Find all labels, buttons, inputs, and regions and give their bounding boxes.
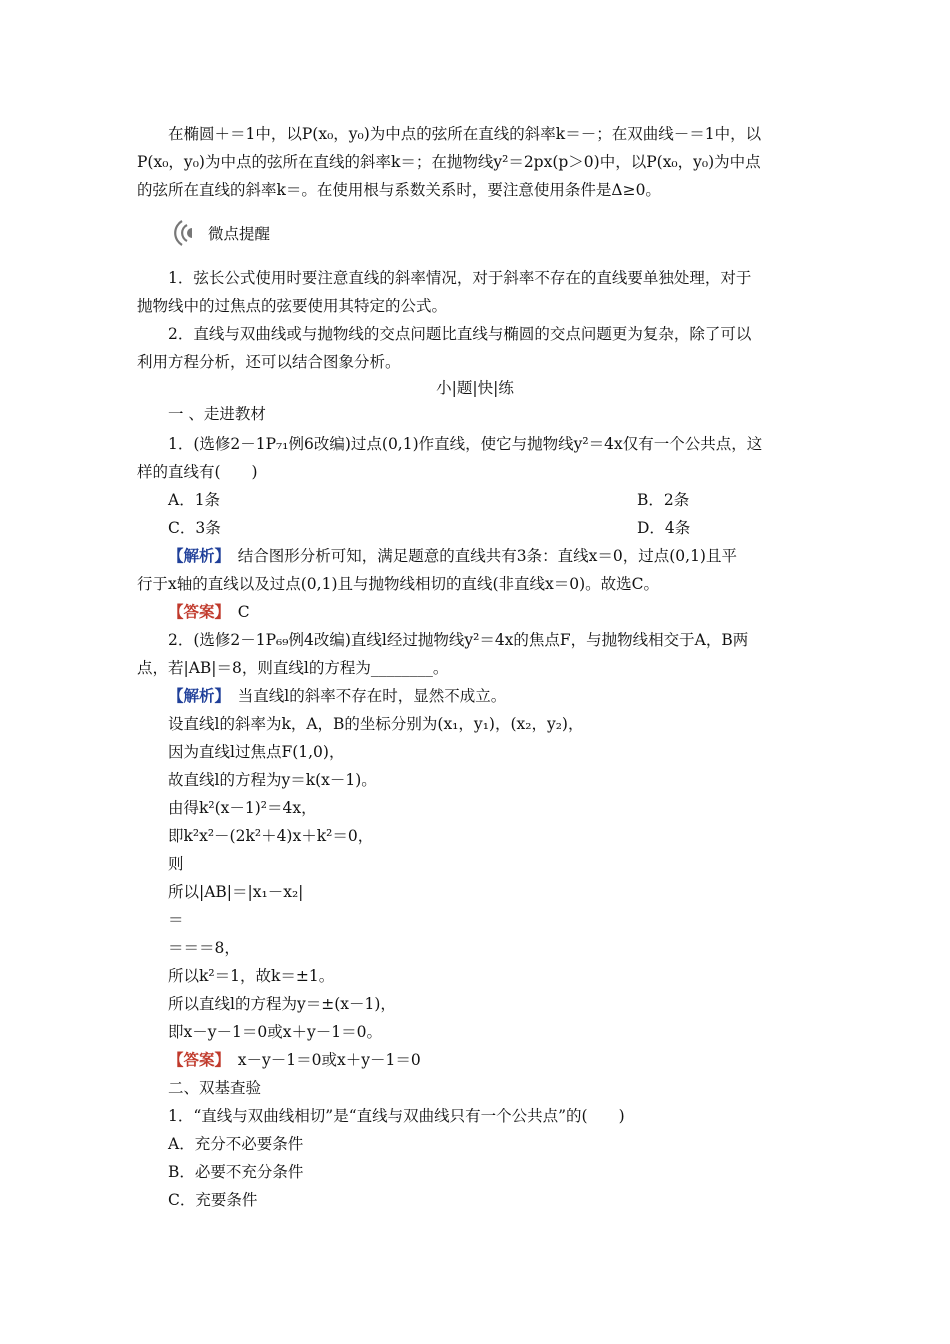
option-a: A．1条 <box>168 491 221 509</box>
hint-point-1b: 抛物线中的过焦点的弦要使用其特定的公式。 <box>137 297 448 315</box>
intro-line-1: 在椭圆＋＝1中，以P(x₀，y₀)为中点的弦所在直线的斜率k＝－；在双曲线－＝1中，以 <box>168 125 762 143</box>
option-d: D．4条 <box>637 519 691 537</box>
answer-1 <box>168 602 250 622</box>
solution-step-5: 即k²x²－(2k²＋4)x＋k²＝0， <box>168 827 374 845</box>
analysis-1-text: 结合图形分析可知，满足题意的直线共有3条：直线x＝0，过点(0,1)且平 <box>222 547 737 565</box>
question-1-line-a: 1．(选修2－1P₇₁例6改编)过点(0,1)作直线，使它与抛物线y²＝4x仅有一个公共点，这 <box>168 435 763 453</box>
answer-2-text: x－y－1＝0或x＋y－1＝0 <box>222 1051 421 1069</box>
option-c: C．3条 <box>168 519 221 537</box>
intro-line-2: P(x₀，y₀)为中点的弦所在直线的斜率k＝；在抛物线y²＝2px(p＞0)中，以P(x₀，y₀)为中点 <box>137 153 761 171</box>
solution-step-1: 设直线l的斜率为k，A，B的坐标分别为(x₁，y₁)，(x₂，y₂)， <box>168 715 584 733</box>
hint-point-2a: 2．直线与双曲线或与抛物线的交点问题比直线与椭圆的交点问题更为复杂，除了可以 <box>168 325 752 343</box>
signal-icon <box>168 218 202 248</box>
hint-header <box>168 218 270 248</box>
solution-step-2: 因为直线l过焦点F(1,0)， <box>168 743 345 761</box>
solution-step-10: 所以k²＝1，故k＝±1。 <box>168 967 335 985</box>
analysis-tag: 【解析】 <box>168 546 223 565</box>
answer-1-text: C <box>222 603 250 621</box>
solution-step-7: 所以|AB|＝|x₁－x₂| <box>168 883 304 901</box>
solution-step-3: 故直线l的方程为y＝k(x－1)。 <box>168 771 377 789</box>
section-title: 小|题|快|练 <box>436 379 514 397</box>
part2-question-1: 1．“直线与双曲线相切”是“直线与双曲线只有一个公共点”的( ) <box>168 1107 625 1125</box>
solution-step-6: 则 <box>168 855 184 873</box>
answer-2 <box>168 1050 421 1070</box>
analysis-2-text: 当直线l的斜率不存在时，显然不成立。 <box>222 687 507 705</box>
question-2-line-a: 2．(选修2－1P₆₉例4改编)直线l经过抛物线y²＝4x的焦点F，与抛物线相交于A，B两 <box>168 631 749 649</box>
part2-heading: 二、双基查验 <box>168 1079 262 1097</box>
hint-point-2b: 利用方程分析，还可以结合图象分析。 <box>137 353 401 371</box>
part2-option-a: A．充分不必要条件 <box>168 1135 304 1153</box>
solution-step-12: 即x－y－1＝0或x＋y－1＝0。 <box>168 1023 382 1041</box>
solution-step-4: 由得k²(x－1)²＝4x， <box>168 799 317 817</box>
solution-step-8: ＝ <box>168 911 184 929</box>
solution-step-9: ＝＝＝8， <box>168 939 240 957</box>
hint-point-1a: 1．弦长公式使用时要注意直线的斜率情况，对于斜率不存在的直线要单独处理，对于 <box>168 269 752 287</box>
answer-tag: 【答案】 <box>168 1050 223 1069</box>
analysis-2-line-a <box>168 686 506 706</box>
question-1-line-b: 样的直线有( ) <box>137 463 258 481</box>
intro-line-3: 的弦所在直线的斜率k＝。在使用根与系数关系时，要注意使用条件是Δ≥0。 <box>137 181 661 199</box>
option-b: B．2条 <box>637 491 690 509</box>
answer-tag: 【答案】 <box>168 602 223 621</box>
part1-heading: 一 、走进教材 <box>168 405 266 423</box>
part2-option-c: C．充要条件 <box>168 1191 258 1209</box>
part2-option-b: B．必要不充分条件 <box>168 1163 304 1181</box>
question-2-line-b: 点，若|AB|＝8，则直线l的方程为________。 <box>137 659 449 677</box>
analysis-1-line-a <box>168 546 737 566</box>
hint-title: 微点提醒 <box>208 225 271 243</box>
analysis-1-line-b: 行于x轴的直线以及过点(0,1)且与抛物线相切的直线(非直线x＝0)。故选C。 <box>137 575 660 593</box>
solution-step-11: 所以直线l的方程为y＝±(x－1)， <box>168 995 396 1013</box>
analysis-tag: 【解析】 <box>168 686 223 705</box>
